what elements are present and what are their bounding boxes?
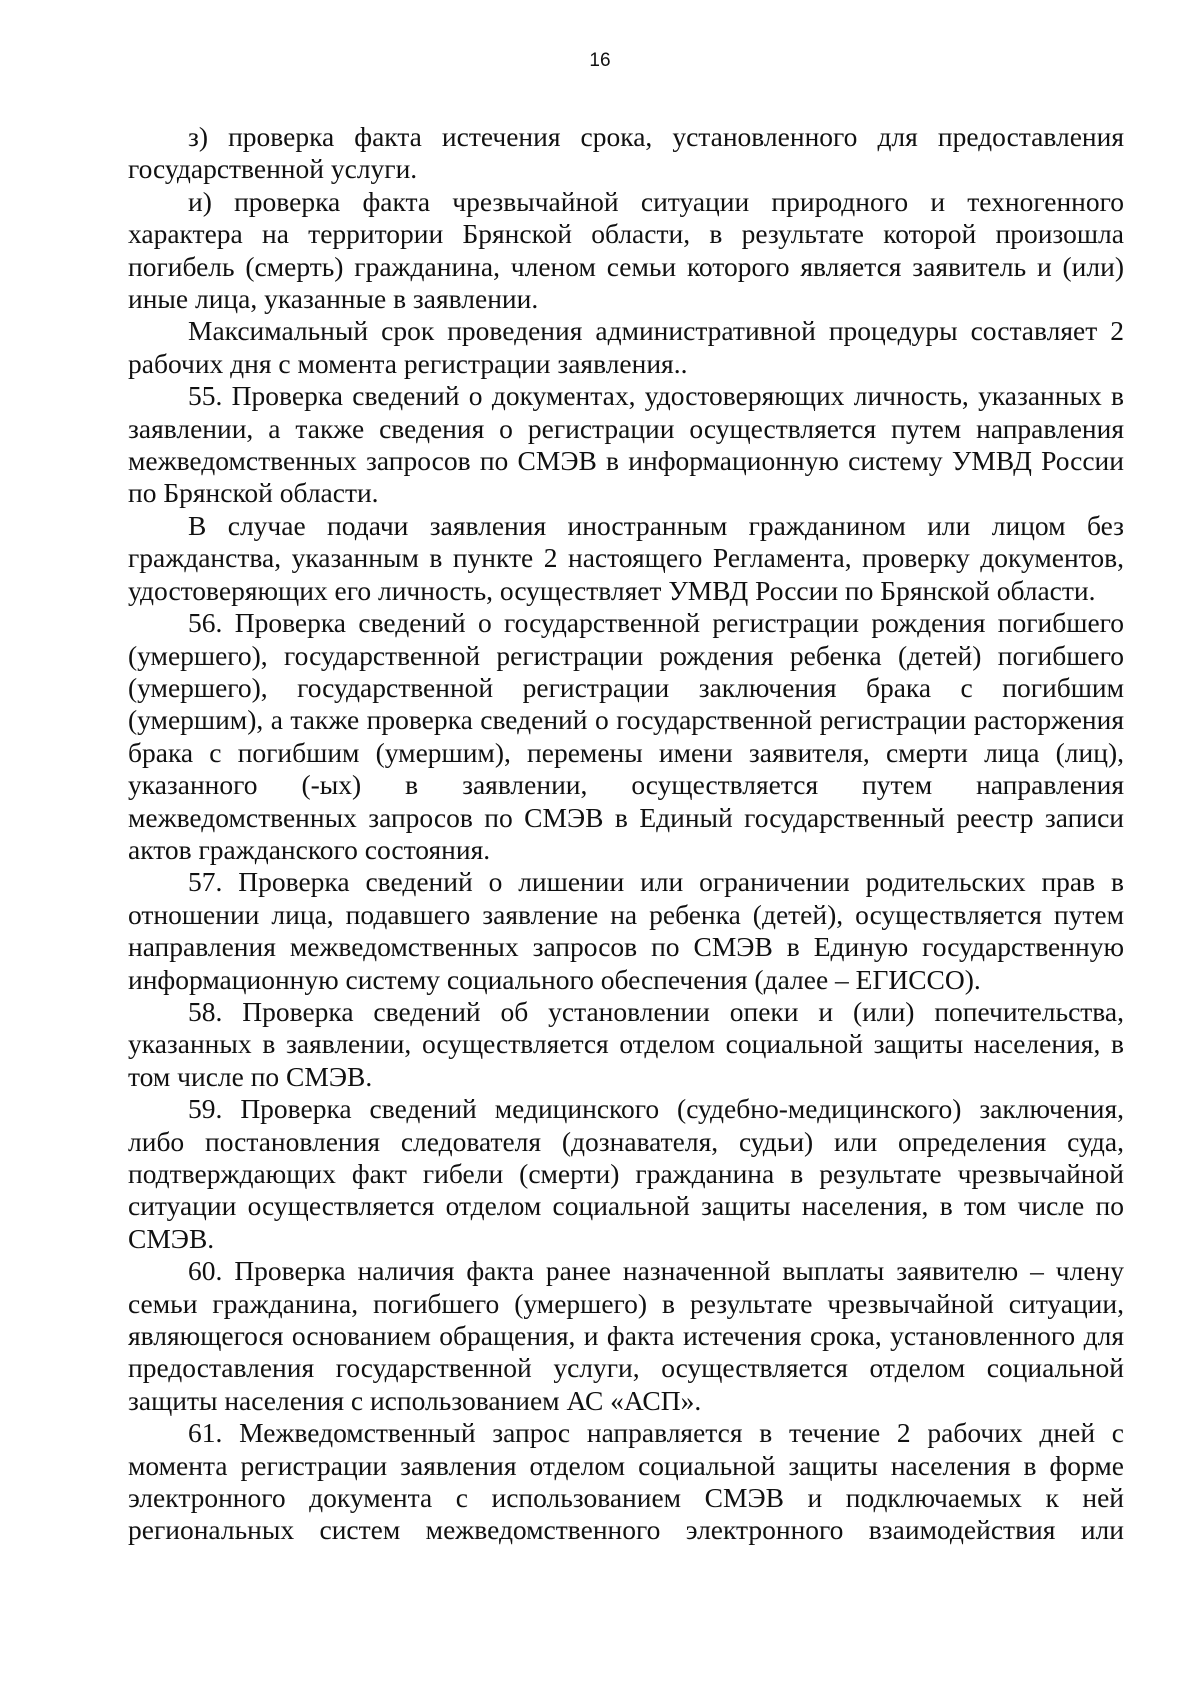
paragraph-z: з) проверка факта истечения срока, установленного для предоставления государственной услуги. [128,121,1124,185]
paragraph-57: 57. Проверка сведений о лишении или ограничении родительских прав в отношении лица, подавшего заявление на ребенка (детей), осуществляется путем направления межведомственных запросов по СМЭВ в Единую государственную информационную систему социального обеспечения (далее – ЕГИССО). [128,866,1124,995]
paragraph-55: 55. Проверка сведений о документах, удостоверяющих личность, указанных в заявлении, а также сведения о регистрации осуществляется путем направления межведомственных запросов по СМЭВ в информационную систему УМВД России по Брянской области. [128,380,1124,509]
paragraph-foreign-citizen: В случае подачи заявления иностранным гражданином или лицом без гражданства, указанным в пункте 2 настоящего Регламента, проверку документов, удостоверяющих его личность, осуществляет УМВД России по Брянской области. [128,509,1124,606]
paragraph-59: 59. Проверка сведений медицинского (судебно-медицинского) заключения, либо постановления следователя (дознавателя, судьи) или определения суда, подтверждающих факт гибели (смерти) гражданина в результате чрезвычайной ситуации осуществляется отделом социальной защиты населения, в том числе по СМЭВ. [128,1093,1124,1254]
paragraph-max-term: Максимальный срок проведения административной процедуры составляет 2 рабочих дня с момента регистрации заявления.. [128,315,1124,379]
paragraph-56: 56. Проверка сведений о государственной регистрации рождения погибшего (умершего), государственной регистрации рождения ребенка (детей) погибшего (умершего), государственной регистрации заключения брака с погибшим (умершим), а также проверка сведений о государственной регистрации расторжения брака с погибшим (умершим), перемены имени заявителя, смерти лица (лиц), указанного (-ых) в заявлении, осуществляется путем направления межведомственных запросов по СМЭВ в Единый государственный реестр записи актов гражданского состояния. [128,607,1124,865]
paragraph-i: и) проверка факта чрезвычайной ситуации природного и техногенного характера на территории Брянской области, в результате которой произошла погибель (смерть) гражданина, членом семьи которого является заявитель и (или) иные лица, указанные в заявлении. [128,185,1124,315]
paragraph-58: 58. Проверка сведений об установлении опеки и (или) попечительства, указанных в заявлении, осуществляется отделом социальной защиты населения, в том числе по СМЭВ. [128,995,1124,1092]
page-number: 16 [589,50,611,71]
paragraph-61: 61. Межведомственный запрос направляется в течение 2 рабочих дней с момента регистрации заявления отделом социальной защиты населения в форме электронного документа с использованием СМЭВ и подключаемых к ней региональных систем межведомственного электронного взаимодействия или [128,1417,1124,1546]
document-body [128,121,1124,1547]
paragraph-60: 60. Проверка наличия факта ранее назначенной выплаты заявителю – члену семьи гражданина, погибшего (умершего) в результате чрезвычайной ситуации, являющегося основанием обращения, и факта истечения срока, установленного для предоставления государственной услуги, осуществляется отделом социальной защиты населения с использованием АС «АСП». [128,1255,1124,1416]
